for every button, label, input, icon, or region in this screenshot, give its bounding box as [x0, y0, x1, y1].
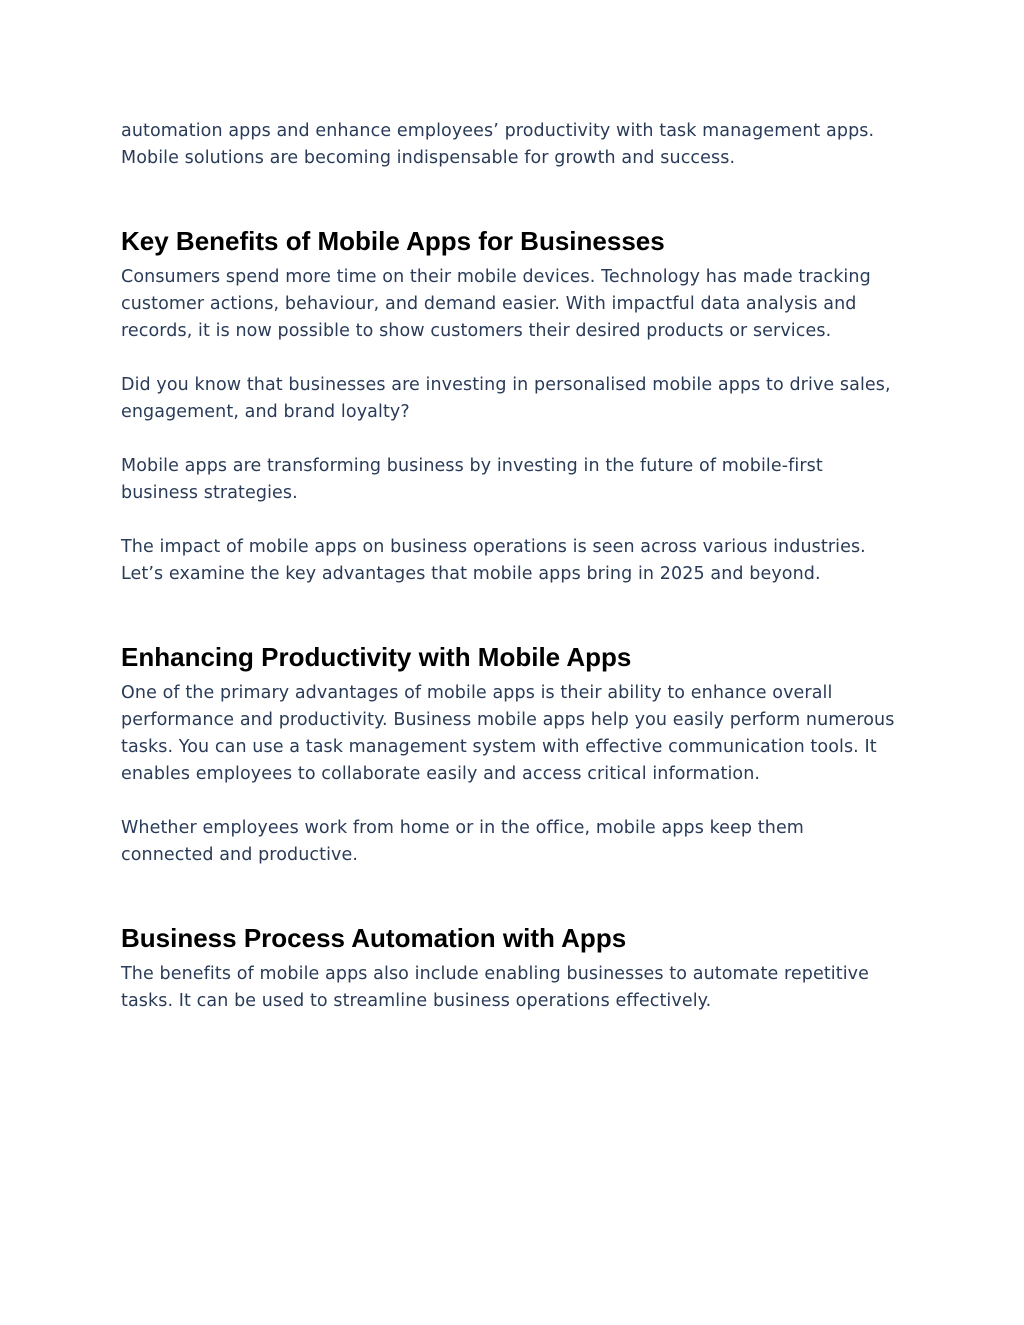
section-process-automation [121, 921, 901, 1015]
section-paragraph: The impact of mobile apps on business operations is seen across various industries. Let’s examine the key advantages that mobile apps bring in 2025 and beyond. [121, 537, 866, 584]
section-heading: Key Benefits of Mobile Apps for Businesses [121, 226, 665, 256]
section-paragraph: Mobile apps are transforming business by investing in the future of mobile-first business strategies. [121, 456, 823, 503]
section-paragraph: One of the primary advantages of mobile apps is their ability to enhance overall performance and productivity. Business mobile apps help you easily perform numerous tasks. You can use a task management system with effective communication tools. It enables employees to collaborate easily and access critical information. [121, 683, 895, 784]
document-page [121, 118, 901, 1015]
section-key-benefits [121, 224, 901, 588]
section-heading: Enhancing Productivity with Mobile Apps [121, 642, 632, 672]
section-paragraph: Whether employees work from home or in the office, mobile apps keep them connected and productive. [121, 818, 804, 865]
section-paragraph: Did you know that businesses are investing in personalised mobile apps to drive sales, engagement, and brand loyalty? [121, 375, 891, 422]
section-heading: Business Process Automation with Apps [121, 923, 627, 953]
intro-paragraph: automation apps and enhance employees’ productivity with task management apps. Mobile solutions are becoming indispensable for growth and success. [121, 121, 875, 168]
section-paragraph: Consumers spend more time on their mobile devices. Technology has made tracking customer actions, behaviour, and demand easier. With impactful data analysis and records, it is now possible to show customers their desired products or services. [121, 267, 871, 341]
section-enhancing-productivity [121, 640, 901, 869]
section-paragraph: The benefits of mobile apps also include enabling businesses to automate repetitive tasks. It can be used to streamline business operations effectively. [121, 964, 870, 1011]
